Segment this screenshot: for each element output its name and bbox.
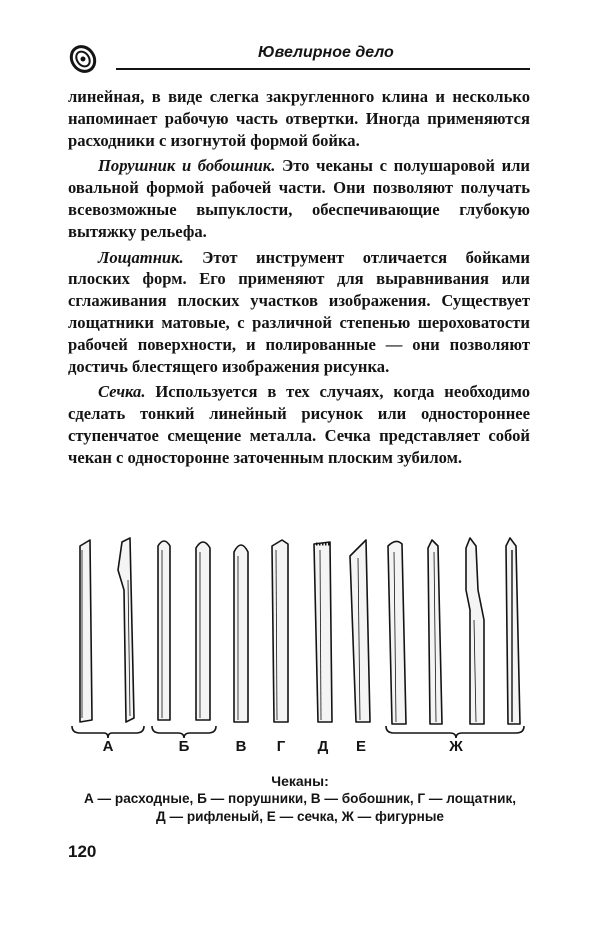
term-sechka: Сечка. [98,382,146,402]
running-header [68,40,530,72]
figure-label-g: Г [276,738,286,755]
chisel-g [272,540,288,722]
figure-label-d: Д [317,738,329,755]
body-text [68,86,530,473]
figure-label-a: А [102,738,114,755]
chisel-d [314,542,332,722]
figure-label-e: Е [355,738,367,755]
caption-title: Чеканы: [271,773,329,789]
chisel-b1 [158,541,170,720]
figure-label-zh: Ж [449,738,463,755]
figure-label-b: Б [178,738,190,755]
brace-zh [386,726,524,738]
figure-label-v: В [235,738,247,755]
figure-caption [60,772,540,826]
caption-line-1: А — расходные, Б — порушники, В — бобошник, Г — лощатник, [83,791,517,806]
ring-icon [68,44,98,74]
chisel-zh4 [506,538,520,724]
chisel-zh1 [388,541,406,724]
chisel-a2 [118,538,134,722]
paragraph-1: линейная, в виде слегка закругленного клина и несколько напоминает рабочую часть отвертки. Иногда применяются расходники с изогнутой формой бойка. [68,87,530,150]
chisel-zh3 [466,538,484,724]
paragraph-2-text: Это чеканы с полушаровой или овальной формой рабочей части. Они позволяют получать всевозможные выпуклости, обеспечивающие глубокую вытяжку рельефа. [68,156,530,241]
chisels-figure [68,530,530,770]
caption-line-2: Д — рифленый, Е — сечка, Ж — фигурные [155,809,444,824]
paragraph-4-text: Используется в тех случаях, когда необходимо сделать тонкий линейный рисунок или одностороннее ступенчатое смещение металла. Сечка представляет собой чекан с односторонне заточенным плоским зубилом. [68,382,530,467]
chisel-v [234,545,248,722]
chisels-illustration [68,530,530,740]
term-porushnik: Порушник и бобошник. [98,156,276,176]
brace-a [72,726,144,738]
brace-b [152,726,216,738]
paragraph-3 [68,247,530,378]
header-rule [116,68,530,70]
chisel-b2 [196,542,210,720]
term-loshchatnik: Лощатник. [98,247,184,267]
paragraph-2 [68,155,530,242]
paragraph-3-text: Этот инструмент отличается бойками плоских форм. Его применяют для выравнивания или сглаживания плоских участков изображения. Существует лощатники матовые, с различной степенью шероховатости рабочей поверхности, и полированные — они позволяют достичь блестящего изображения рисунка. [68,247,530,376]
header-title: Ювелирное дело [258,44,394,61]
page-number: 120 [68,842,97,861]
paragraph-4 [68,381,530,468]
